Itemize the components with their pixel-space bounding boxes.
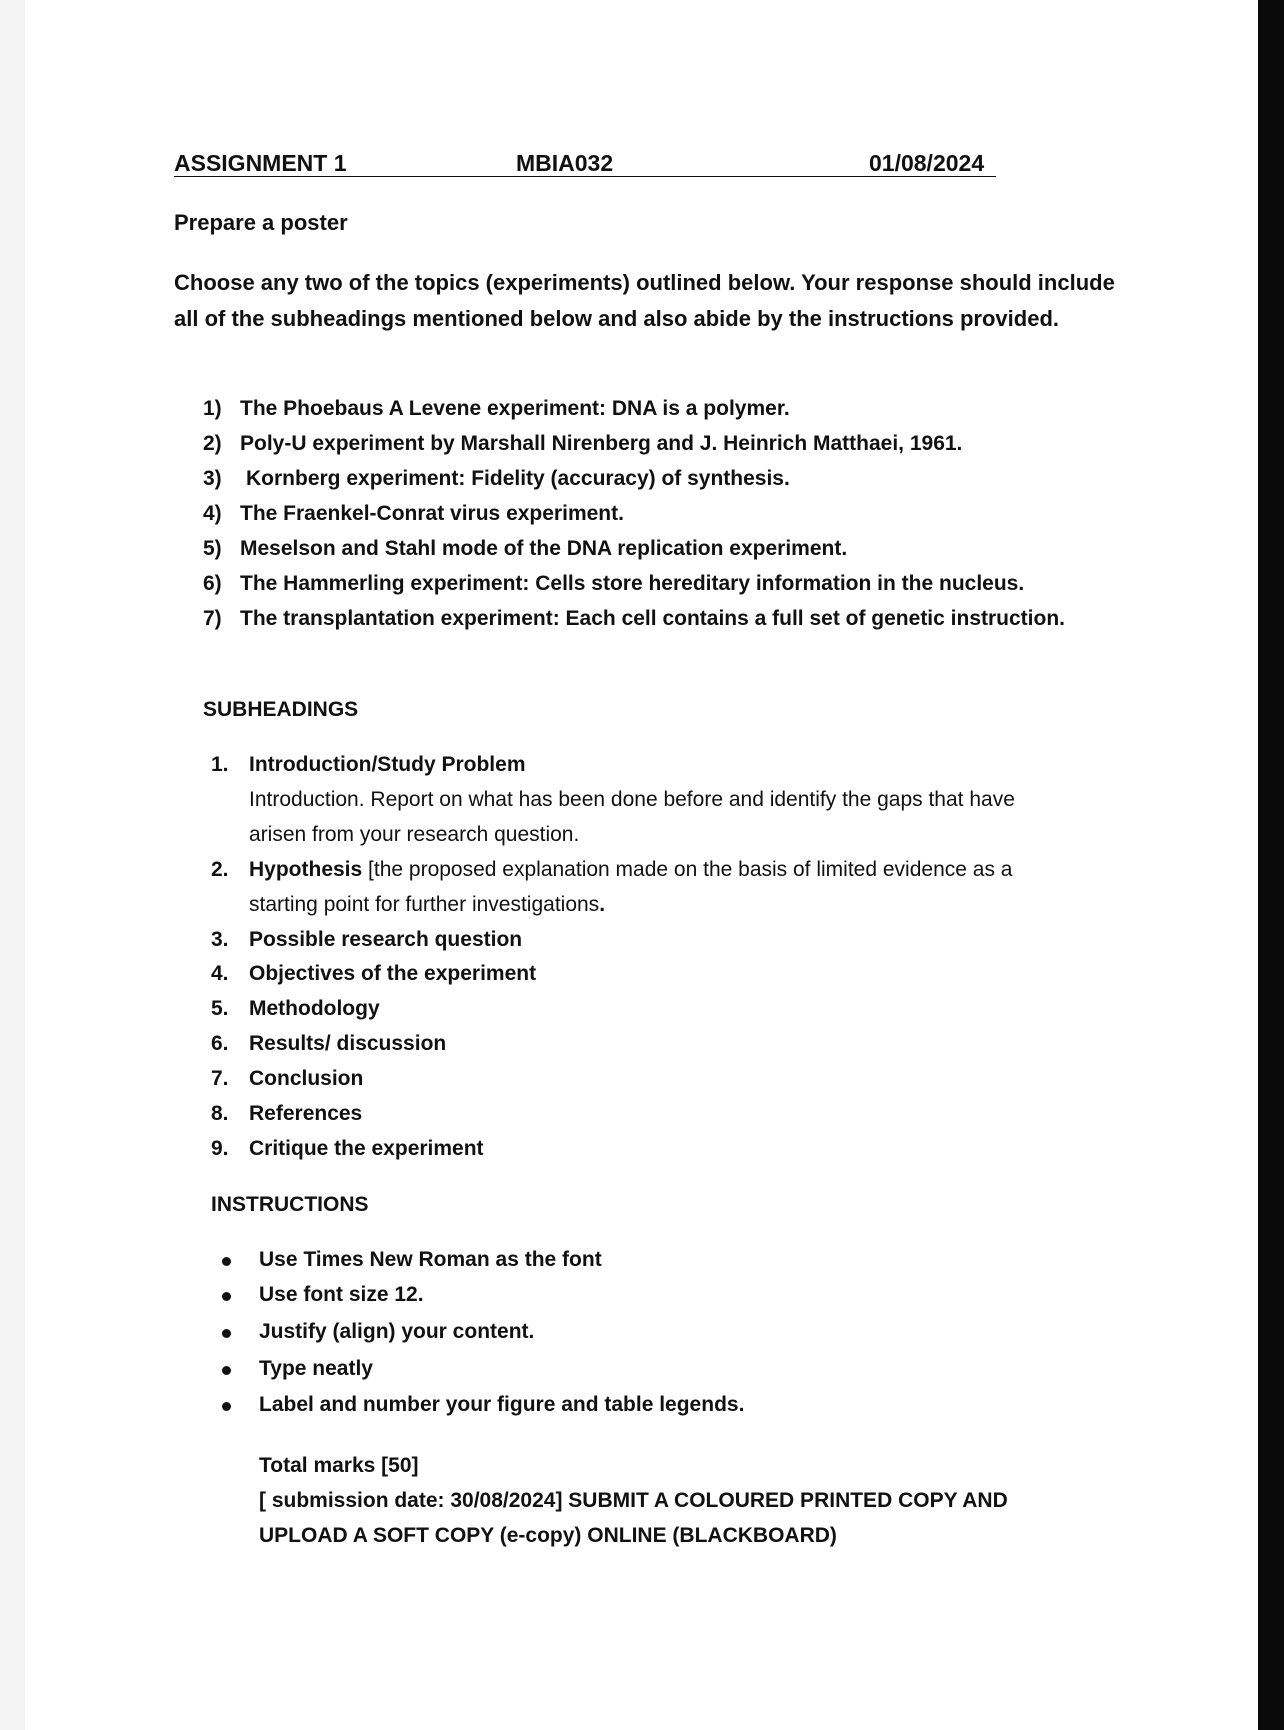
subheading-number: 4. bbox=[211, 962, 229, 985]
topic-text: The Phoebaus A Levene experiment: DNA is a polymer. bbox=[240, 397, 790, 420]
bullet-icon bbox=[222, 1329, 231, 1338]
instruction-item: Justify (align) your content. bbox=[259, 1320, 535, 1343]
submission-line-1: [ submission date: 30/08/2024] SUBMIT A COLOURED PRINTED COPY AND bbox=[259, 1489, 1008, 1512]
subheading-title: Hypothesis bbox=[249, 858, 363, 881]
subheading-title: Methodology bbox=[249, 997, 380, 1020]
subheading-number: 3. bbox=[211, 928, 229, 951]
subheading-title: Conclusion bbox=[249, 1067, 364, 1090]
subheadings-title: SUBHEADINGS bbox=[203, 698, 359, 721]
subheading-number: 5. bbox=[211, 997, 229, 1020]
bullet-icon bbox=[222, 1366, 231, 1375]
subheading-number: 9. bbox=[211, 1137, 229, 1160]
document-page bbox=[25, 0, 1258, 1730]
topic-number: 4) bbox=[203, 502, 222, 525]
instruction-item: Label and number your figure and table legends. bbox=[259, 1393, 745, 1416]
course-code: MBIA032 bbox=[516, 150, 614, 176]
page-right-edge bbox=[1258, 0, 1284, 1730]
bullet-icon bbox=[222, 1402, 231, 1411]
instruction-item: Type neatly bbox=[259, 1357, 373, 1380]
subheading-number: 2. bbox=[211, 858, 229, 881]
subheading-description: [the proposed explanation made on the basis of limited evidence as a bbox=[362, 858, 1013, 881]
assignment-title: ASSIGNMENT 1 bbox=[174, 150, 347, 176]
instruction-item: Use Times New Roman as the font bbox=[259, 1248, 602, 1271]
assignment-date: 01/08/2024 bbox=[869, 150, 985, 176]
topic-text: Poly-U experiment by Marshall Nirenberg and J. Heinrich Matthaei, 1961. bbox=[240, 432, 963, 455]
submission-line-2: UPLOAD A SOFT COPY (e-copy) ONLINE (BLACKBOARD) bbox=[259, 1524, 837, 1547]
topic-number: 1) bbox=[203, 397, 222, 420]
topic-number: 6) bbox=[203, 572, 222, 595]
subheading-title: Introduction/Study Problem bbox=[249, 753, 526, 776]
subheading-title: Objectives of the experiment bbox=[249, 962, 537, 985]
intro-line-1: Choose any two of the topics (experiments) outlined below. Your response should include bbox=[174, 270, 1115, 295]
subheading-description: starting point for further investigations bbox=[249, 893, 600, 916]
subheading-title: References bbox=[249, 1102, 363, 1125]
topic-text: The Hammerling experiment: Cells store hereditary information in the nucleus. bbox=[240, 572, 1025, 595]
subheading-title: Critique the experiment bbox=[249, 1137, 484, 1160]
topic-text: The transplantation experiment: Each cell contains a full set of genetic instruction. bbox=[240, 607, 1065, 630]
task-heading: Prepare a poster bbox=[174, 210, 348, 235]
topic-number: 3) bbox=[203, 467, 222, 490]
subheading-number: 6. bbox=[211, 1032, 229, 1055]
subheading-title: Results/ discussion bbox=[249, 1032, 447, 1055]
topic-text: Meselson and Stahl mode of the DNA replication experiment. bbox=[240, 537, 848, 560]
subheading-description: Introduction. Report on what has been done before and identify the gaps that have bbox=[249, 788, 1015, 811]
instruction-item: Use font size 12. bbox=[259, 1283, 424, 1306]
header-underline bbox=[174, 176, 996, 177]
bullet-icon bbox=[222, 1292, 231, 1301]
subheading-line bbox=[249, 893, 605, 917]
subheading-description: arisen from your research question. bbox=[249, 823, 580, 846]
topic-number: 5) bbox=[203, 537, 222, 560]
total-marks: Total marks [50] bbox=[259, 1454, 419, 1477]
bullet-icon bbox=[222, 1257, 231, 1266]
intro-line-2: all of the subheadings mentioned below and also abide by the instructions provided. bbox=[174, 306, 1059, 331]
topic-number: 7) bbox=[203, 607, 222, 630]
topic-text: The Fraenkel-Conrat virus experiment. bbox=[240, 502, 624, 525]
subheading-number: 7. bbox=[211, 1067, 229, 1090]
subheading-title: Possible research question bbox=[249, 928, 523, 951]
subheading-description-end: . bbox=[599, 893, 606, 916]
subheading-number: 1. bbox=[211, 753, 229, 776]
topic-number: 2) bbox=[203, 432, 222, 455]
page-left-margin bbox=[0, 0, 25, 1730]
instructions-title: INSTRUCTIONS bbox=[211, 1193, 369, 1216]
subheading-number: 8. bbox=[211, 1102, 229, 1125]
topic-text: Kornberg experiment: Fidelity (accuracy) of synthesis. bbox=[246, 467, 790, 490]
subheading-line bbox=[249, 858, 1012, 882]
